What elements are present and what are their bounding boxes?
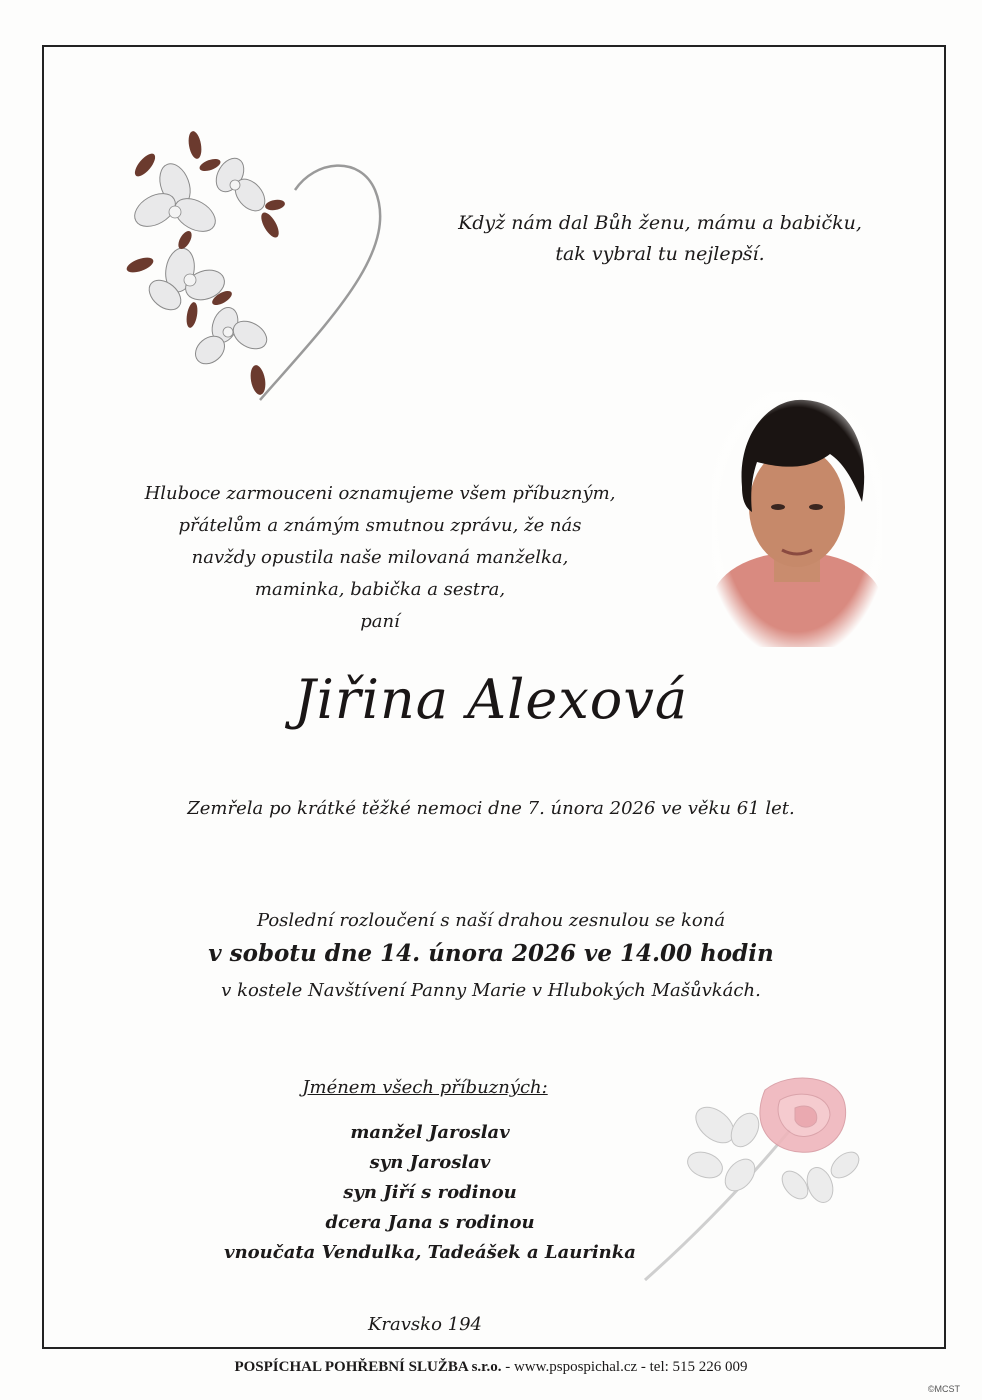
portrait-photo — [712, 392, 882, 647]
announcement — [120, 478, 640, 638]
family-list — [180, 1118, 680, 1268]
family-heading: Jménem všech příbuzných: — [302, 1077, 548, 1098]
family-member: syn Jiří s rodinou — [343, 1182, 517, 1203]
announcement-line-4: maminka, babička a sestra, — [254, 579, 506, 600]
ceremony-line-1: Poslední rozloučení s naší drahou zesnulou se koná — [256, 910, 726, 931]
floral-heart-decoration — [110, 120, 400, 410]
watermark: ©MCST — [927, 1384, 960, 1394]
family-member: syn Jaroslav — [369, 1152, 491, 1173]
deceased-name: Jiřina Alexová — [293, 668, 689, 731]
family-member: manžel Jaroslav — [350, 1122, 510, 1143]
quote-line-2: tak vybral tu nejlepší. — [555, 243, 765, 265]
family-member: dcera Jana s rodinou — [325, 1212, 535, 1233]
announcement-line-1: Hluboce zarmouceni oznamujeme všem příbuzným, — [144, 483, 616, 504]
quote-line-1: Když nám dal Bůh ženu, mámu a babičku, — [458, 212, 862, 234]
death-notice: Zemřela po krátké těžké nemoci dne 7. února 2026 ve věku 61 let. — [187, 798, 795, 819]
rose-decoration — [630, 1070, 880, 1290]
announcement-line-2: přátelům a známým smutnou zprávu, že nás — [178, 515, 582, 536]
announcement-line-5: paní — [360, 611, 400, 632]
ceremony-date: v sobotu dne 14. února 2026 ve 14.00 hodin — [208, 940, 774, 967]
address: Kravsko 194 — [367, 1314, 482, 1335]
family-member: vnoučata Vendulka, Tadeášek a Laurinka — [224, 1242, 636, 1263]
announcement-line-3: navždy opustila naše milovaná manželka, — [191, 547, 569, 568]
funeral-service-name: POSPÍCHAL POHŘEBNÍ SLUŽBA s.r.o. — [234, 1359, 502, 1375]
footer-contact: - www.pspospichal.cz - tel: 515 226 009 — [501, 1359, 748, 1375]
footer — [0, 1359, 982, 1376]
quote — [450, 208, 870, 270]
ceremony-place: v kostele Navštívení Panny Marie v Hlubokých Mašůvkách. — [221, 980, 761, 1001]
